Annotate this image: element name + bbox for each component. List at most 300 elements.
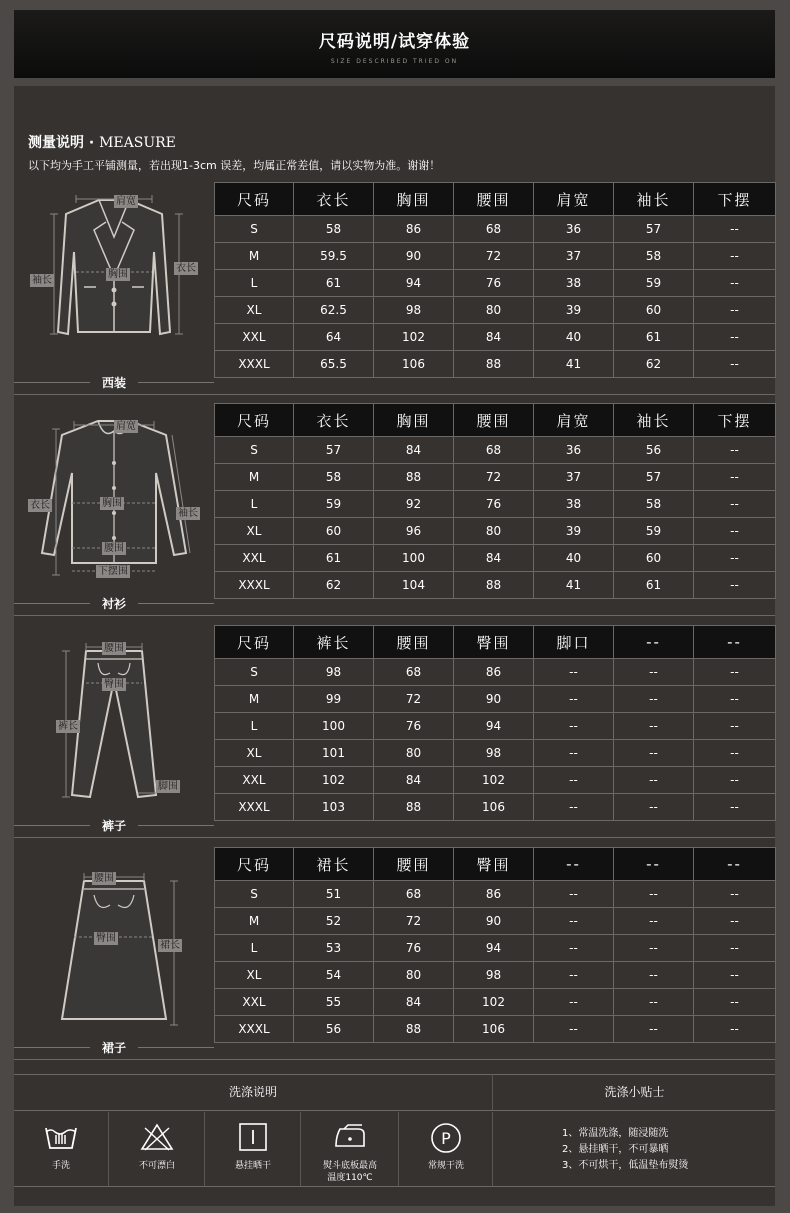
table-cell: -- <box>694 464 776 491</box>
table-row <box>215 962 776 989</box>
size-table <box>214 403 776 599</box>
table-cell: -- <box>534 935 614 962</box>
table-cell: -- <box>694 740 776 767</box>
table-row <box>215 437 776 464</box>
table-cell: M <box>215 908 294 935</box>
wash-tips-title: 洗涤小贴士 <box>492 1074 776 1110</box>
table-header-row <box>215 404 776 437</box>
table-cell: XL <box>215 297 294 324</box>
caption-rule <box>14 603 90 604</box>
table-cell: 76 <box>454 270 534 297</box>
table-cell: 94 <box>374 270 454 297</box>
table-cell: -- <box>694 935 776 962</box>
column-header: 尺码 <box>215 183 294 216</box>
care-label-line: 不可漂白 <box>138 1161 175 1171</box>
measure-point-label: 脚围 <box>158 781 178 792</box>
table-cell: 57 <box>614 216 694 243</box>
table-cell: 80 <box>374 740 454 767</box>
measure-point-label: 裙长 <box>160 940 180 951</box>
column-header: 肩宽 <box>534 404 614 437</box>
table-cell: L <box>215 935 294 962</box>
column-header: 腰围 <box>374 848 454 881</box>
table-cell: 84 <box>454 545 534 572</box>
table-cell: XXXL <box>215 794 294 821</box>
table-cell: 106 <box>374 351 454 378</box>
table-cell: 41 <box>534 572 614 599</box>
table-cell: 98 <box>294 659 374 686</box>
size-section <box>14 625 775 835</box>
table-cell: 72 <box>454 243 534 270</box>
table-cell: 80 <box>454 518 534 545</box>
table-row <box>215 518 776 545</box>
table-cell: M <box>215 464 294 491</box>
table-row <box>215 491 776 518</box>
table-row <box>215 794 776 821</box>
table-cell: 61 <box>614 324 694 351</box>
care-item <box>108 1112 205 1186</box>
column-header: 臀围 <box>454 848 534 881</box>
table-cell: XXL <box>215 767 294 794</box>
table-cell: S <box>215 881 294 908</box>
column-header: 裙长 <box>294 848 374 881</box>
table-cell: -- <box>694 881 776 908</box>
table-cell: -- <box>614 794 694 821</box>
table-cell: 99 <box>294 686 374 713</box>
table-cell: -- <box>614 908 694 935</box>
caption-rule <box>138 1047 214 1048</box>
column-header: 肩宽 <box>534 183 614 216</box>
table-cell: 101 <box>294 740 374 767</box>
table-cell: 106 <box>454 794 534 821</box>
table-cell: S <box>215 216 294 243</box>
table-cell: 88 <box>374 464 454 491</box>
table-cell: L <box>215 713 294 740</box>
table-cell: -- <box>534 908 614 935</box>
banner-subtitle: SIZE DESCRIBED TRIED ON <box>330 58 459 65</box>
measure-point-label: 肩宽 <box>116 196 136 207</box>
table-cell: 39 <box>534 297 614 324</box>
size-table <box>214 847 776 1043</box>
size-section <box>14 403 775 613</box>
table-cell: 58 <box>614 491 694 518</box>
caption-rule <box>138 382 214 383</box>
section-divider <box>14 615 775 616</box>
size-table <box>214 182 776 378</box>
table-cell: 36 <box>534 216 614 243</box>
table-row <box>215 545 776 572</box>
column-header: 衣长 <box>294 183 374 216</box>
table-cell: 88 <box>374 794 454 821</box>
table-row <box>215 881 776 908</box>
measure-point-label: 衣长 <box>30 500 50 511</box>
table-cell: 100 <box>294 713 374 740</box>
top-banner <box>14 10 775 78</box>
table-cell: 90 <box>454 686 534 713</box>
banner-title: 尺码说明/试穿体验 <box>318 32 471 52</box>
table-cell: -- <box>694 1016 776 1043</box>
care-item <box>14 1112 108 1186</box>
table-cell: XL <box>215 740 294 767</box>
table-cell: 90 <box>374 243 454 270</box>
table-cell: 61 <box>614 572 694 599</box>
table-row <box>215 740 776 767</box>
table-cell: 56 <box>294 1016 374 1043</box>
table-cell: 72 <box>454 464 534 491</box>
table-row <box>215 351 776 378</box>
table-cell: 80 <box>374 962 454 989</box>
table-cell: -- <box>614 740 694 767</box>
care-label-line: 手洗 <box>51 1161 70 1171</box>
table-cell: 40 <box>534 324 614 351</box>
dry-clean-icon <box>428 1122 464 1154</box>
size-section <box>14 182 775 392</box>
care-item <box>204 1112 301 1186</box>
table-row <box>215 216 776 243</box>
care-label-line: 悬挂晒干 <box>234 1161 271 1171</box>
garment-caption: 衬衫 <box>101 597 126 611</box>
table-cell: 58 <box>294 216 374 243</box>
column-header: -- <box>694 626 776 659</box>
table-cell: 65.5 <box>294 351 374 378</box>
table-cell: -- <box>694 297 776 324</box>
column-header: -- <box>614 626 694 659</box>
measure-point-label: 胸围 <box>102 498 122 509</box>
column-header: 胸围 <box>374 404 454 437</box>
table-cell: XXXL <box>215 572 294 599</box>
table-cell: 98 <box>454 740 534 767</box>
table-cell: 94 <box>454 713 534 740</box>
column-header: 尺码 <box>215 626 294 659</box>
size-section <box>14 847 775 1057</box>
table-cell: 60 <box>294 518 374 545</box>
table-cell: -- <box>614 935 694 962</box>
care-item <box>300 1112 399 1186</box>
column-header: 尺码 <box>215 404 294 437</box>
measure-note: 以下均为手工平铺测量，若出现1-3cm 误差，均属正常差值，请以实物为准。谢谢！ <box>28 159 441 172</box>
table-cell: 59.5 <box>294 243 374 270</box>
table-cell: 96 <box>374 518 454 545</box>
table-cell: 84 <box>374 767 454 794</box>
column-header: 脚口 <box>534 626 614 659</box>
wash-tip: 3、不可烘干，低温垫布熨烫 <box>562 1160 689 1171</box>
measure-point-label: 衣长 <box>176 263 196 274</box>
table-cell: 60 <box>614 297 694 324</box>
table-row <box>215 297 776 324</box>
table-cell: 98 <box>374 297 454 324</box>
table-cell: XXL <box>215 324 294 351</box>
garment-figure <box>14 847 214 1057</box>
table-cell: 58 <box>294 464 374 491</box>
table-row <box>215 270 776 297</box>
table-cell: 59 <box>294 491 374 518</box>
column-header: -- <box>694 848 776 881</box>
table-row <box>215 572 776 599</box>
measure-title <box>28 132 176 152</box>
garment-illustration <box>14 625 214 835</box>
table-cell: 90 <box>454 908 534 935</box>
column-header: -- <box>534 848 614 881</box>
table-cell: -- <box>694 270 776 297</box>
table-cell: -- <box>534 881 614 908</box>
iron-icon <box>332 1122 368 1152</box>
care-label-line: 温度110℃ <box>327 1173 373 1183</box>
table-cell: -- <box>614 1016 694 1043</box>
wash-tips <box>562 1126 688 1174</box>
table-cell: 76 <box>374 713 454 740</box>
care-mid-divider <box>14 1110 775 1111</box>
table-row <box>215 935 776 962</box>
table-cell: 59 <box>614 270 694 297</box>
column-header: 腰围 <box>454 183 534 216</box>
table-row <box>215 989 776 1016</box>
caption-rule <box>138 603 214 604</box>
table-cell: 60 <box>614 545 694 572</box>
table-cell: L <box>215 491 294 518</box>
measure-title-cn: 测量说明 · <box>28 135 100 151</box>
table-cell: -- <box>534 686 614 713</box>
table-cell: -- <box>614 767 694 794</box>
table-row <box>215 243 776 270</box>
table-cell: 68 <box>374 659 454 686</box>
table-cell: 62 <box>294 572 374 599</box>
table-cell: -- <box>534 740 614 767</box>
table-cell: 86 <box>454 881 534 908</box>
table-cell: 38 <box>534 491 614 518</box>
table-cell: 92 <box>374 491 454 518</box>
table-cell: 52 <box>294 908 374 935</box>
table-cell: 94 <box>454 935 534 962</box>
table-cell: -- <box>694 351 776 378</box>
table-cell: 80 <box>454 297 534 324</box>
table-cell: -- <box>694 713 776 740</box>
column-header: 袖长 <box>614 404 694 437</box>
size-table <box>214 625 776 821</box>
garment-caption: 裤子 <box>101 819 126 833</box>
table-cell: -- <box>694 989 776 1016</box>
table-row <box>215 713 776 740</box>
table-cell: S <box>215 659 294 686</box>
table-cell: 86 <box>454 659 534 686</box>
measure-point-label: 裤长 <box>58 721 78 732</box>
measure-point-label: 袖长 <box>178 508 198 519</box>
garment-figure <box>14 403 214 613</box>
table-cell: -- <box>694 491 776 518</box>
table-cell: 76 <box>374 935 454 962</box>
table-cell: 57 <box>614 464 694 491</box>
table-cell: 84 <box>454 324 534 351</box>
table-cell: -- <box>534 962 614 989</box>
table-row <box>215 659 776 686</box>
caption-rule <box>14 825 90 826</box>
table-row <box>215 767 776 794</box>
table-cell: 36 <box>534 437 614 464</box>
table-cell: -- <box>694 767 776 794</box>
care-label <box>399 1160 493 1172</box>
wash-tip: 1、常温洗涤，随浸随洗 <box>562 1128 669 1139</box>
table-cell: 39 <box>534 518 614 545</box>
table-cell: 98 <box>454 962 534 989</box>
table-cell: -- <box>614 962 694 989</box>
table-cell: -- <box>614 881 694 908</box>
table-cell: -- <box>694 572 776 599</box>
table-cell: -- <box>694 518 776 545</box>
table-cell: 59 <box>614 518 694 545</box>
table-cell: -- <box>614 659 694 686</box>
table-cell: 64 <box>294 324 374 351</box>
table-cell: 53 <box>294 935 374 962</box>
table-cell: XXL <box>215 545 294 572</box>
table-cell: 37 <box>534 243 614 270</box>
column-header: 下摆 <box>694 183 776 216</box>
table-cell: XL <box>215 518 294 545</box>
table-cell: -- <box>534 794 614 821</box>
table-cell: -- <box>694 437 776 464</box>
table-cell: 100 <box>374 545 454 572</box>
measure-point-label: 腰围 <box>94 873 114 884</box>
table-cell: 84 <box>374 437 454 464</box>
table-cell: 55 <box>294 989 374 1016</box>
table-cell: 86 <box>374 216 454 243</box>
table-cell: 104 <box>374 572 454 599</box>
table-cell: 88 <box>454 351 534 378</box>
table-cell: XL <box>215 962 294 989</box>
table-cell: -- <box>694 908 776 935</box>
table-cell: -- <box>534 767 614 794</box>
table-cell: 76 <box>454 491 534 518</box>
care-label <box>205 1160 301 1172</box>
table-cell: 61 <box>294 270 374 297</box>
table-cell: 68 <box>374 881 454 908</box>
column-header: 衣长 <box>294 404 374 437</box>
table-header-row <box>215 626 776 659</box>
table-cell: 51 <box>294 881 374 908</box>
table-cell: -- <box>534 989 614 1016</box>
section-divider <box>14 1059 775 1060</box>
table-cell: L <box>215 270 294 297</box>
table-header-row <box>215 183 776 216</box>
hang-dry-icon <box>235 1122 271 1152</box>
table-cell: 102 <box>454 767 534 794</box>
table-cell: 40 <box>534 545 614 572</box>
care-label <box>109 1160 205 1172</box>
column-header: 腰围 <box>374 626 454 659</box>
table-cell: -- <box>694 686 776 713</box>
table-row <box>215 686 776 713</box>
garment-caption: 裙子 <box>101 1041 126 1055</box>
care-label-line: 常规干洗 <box>427 1161 464 1171</box>
table-cell: 72 <box>374 908 454 935</box>
table-cell: 102 <box>374 324 454 351</box>
table-cell: -- <box>694 659 776 686</box>
table-cell: S <box>215 437 294 464</box>
table-cell: XXXL <box>215 351 294 378</box>
table-cell: 102 <box>294 767 374 794</box>
table-cell: 103 <box>294 794 374 821</box>
table-header-row <box>215 848 776 881</box>
table-cell: -- <box>694 794 776 821</box>
svg-text:P: P <box>441 1129 451 1148</box>
garment-figure <box>14 625 214 835</box>
table-cell: -- <box>614 989 694 1016</box>
table-cell: 88 <box>454 572 534 599</box>
table-cell: 58 <box>614 243 694 270</box>
table-cell: 38 <box>534 270 614 297</box>
wash-instructions-title: 洗涤说明 <box>228 1085 277 1099</box>
table-cell: XXXL <box>215 1016 294 1043</box>
table-cell: 62.5 <box>294 297 374 324</box>
table-cell: 62 <box>614 351 694 378</box>
table-cell: 106 <box>454 1016 534 1043</box>
table-cell: 57 <box>294 437 374 464</box>
care-label-line: 熨斗底板最高 <box>322 1161 377 1171</box>
measure-title-en: MEASURE <box>99 135 176 151</box>
table-cell: 102 <box>454 989 534 1016</box>
measure-point-label: 腰围 <box>104 643 124 654</box>
table-cell: M <box>215 686 294 713</box>
table-cell: 56 <box>614 437 694 464</box>
care-bottom-divider <box>14 1186 775 1187</box>
table-cell: -- <box>534 1016 614 1043</box>
table-cell: -- <box>694 243 776 270</box>
care-label <box>14 1160 108 1172</box>
measure-point-label: 臀围 <box>104 679 124 690</box>
table-cell: 68 <box>454 437 534 464</box>
care-item <box>398 1112 493 1186</box>
caption-rule <box>138 825 214 826</box>
column-header: 腰围 <box>454 404 534 437</box>
table-cell: 88 <box>374 1016 454 1043</box>
caption-rule <box>14 382 90 383</box>
table-cell: 72 <box>374 686 454 713</box>
table-row <box>215 464 776 491</box>
hand-wash-icon <box>43 1122 79 1152</box>
measure-point-label: 袖长 <box>32 275 52 286</box>
table-row <box>215 324 776 351</box>
section-divider <box>14 394 775 395</box>
care-label <box>301 1160 399 1184</box>
column-header: 胸围 <box>374 183 454 216</box>
table-cell: 41 <box>534 351 614 378</box>
table-cell: 37 <box>534 464 614 491</box>
table-cell: -- <box>614 686 694 713</box>
wash-tip: 2、悬挂晒干，不可暴晒 <box>562 1144 669 1155</box>
garment-illustration <box>14 182 214 392</box>
column-header: 袖长 <box>614 183 694 216</box>
no-bleach-icon <box>139 1122 175 1152</box>
table-cell: XXL <box>215 989 294 1016</box>
table-cell: 54 <box>294 962 374 989</box>
table-row <box>215 1016 776 1043</box>
table-cell: 61 <box>294 545 374 572</box>
table-cell: -- <box>694 962 776 989</box>
content-panel <box>14 86 775 1206</box>
table-cell: 68 <box>454 216 534 243</box>
measure-point-label: 胸围 <box>108 269 128 280</box>
measure-point-label: 肩宽 <box>116 421 136 432</box>
table-cell: -- <box>694 324 776 351</box>
table-cell: -- <box>614 713 694 740</box>
table-cell: -- <box>694 216 776 243</box>
measure-point-label: 臀围 <box>96 933 116 944</box>
table-cell: -- <box>534 713 614 740</box>
column-header: 下摆 <box>694 404 776 437</box>
column-header: 尺码 <box>215 848 294 881</box>
garment-figure <box>14 182 214 392</box>
column-header: 臀围 <box>454 626 534 659</box>
measure-point-label: 下摆围 <box>98 566 128 577</box>
caption-rule <box>14 1047 90 1048</box>
table-cell: 84 <box>374 989 454 1016</box>
